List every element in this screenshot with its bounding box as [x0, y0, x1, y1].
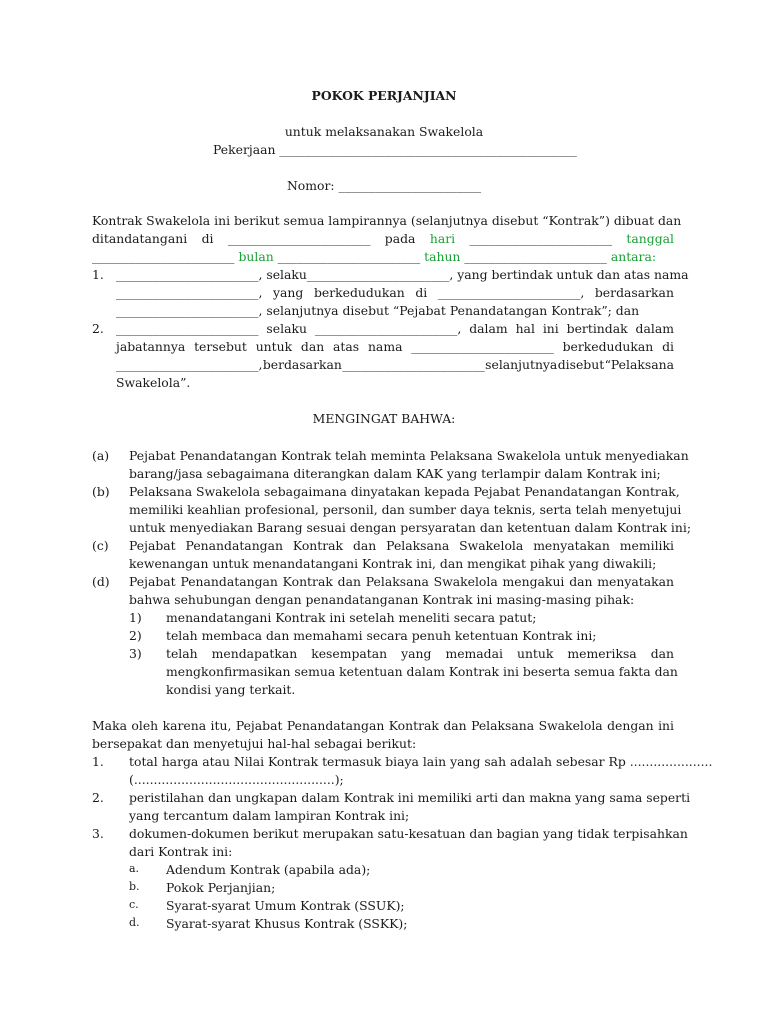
recital-d-sub-1-label: 1) [129, 610, 142, 625]
recital-a-line-2: barang/jasa sebagaimana diterangkan dalam KAK yang terlampir dalam Kontrak ini; [129, 466, 661, 481]
intro-word: di [201, 231, 214, 246]
intro-line-2 [92, 231, 674, 246]
party-2-word: selanjutnya [485, 357, 558, 372]
party-2-word: berkedudukan [562, 339, 654, 354]
party-2-word: selaku [266, 321, 307, 336]
document-a-text: Adendum Kontrak (apabila ada); [166, 862, 371, 877]
agreement-1-line-2: (...................................................); [129, 772, 344, 787]
party-1-text: _______________________, yang bertindak untuk dan atas nama [306, 267, 689, 282]
party-2-word: nama [367, 339, 403, 354]
intro-word-antara: antara: [610, 249, 657, 264]
nomor-line: Nomor: _______________________ [286, 178, 482, 193]
document-b-label: b. [129, 880, 140, 893]
party-2-word: _______________________ [116, 321, 259, 336]
document-d-text: Syarat-syarat Khusus Kontrak (SSKK); [166, 916, 408, 931]
party-2-word: jabatannya [116, 339, 186, 354]
recital-d-sub-3-label: 3) [129, 646, 142, 661]
intro-blank: _______________________ [464, 249, 607, 264]
document-title: POKOK PERJANJIAN [311, 88, 457, 103]
recital-a-line-1: Pejabat Penandatangan Kontrak telah meminta Pelaksana Swakelola untuk menyediakan [129, 448, 689, 463]
party-2-line-4: Swakelola”. [116, 375, 191, 390]
agreement-2-line-2: yang tercantum dalam lampiran Kontrak ini; [129, 808, 410, 823]
party-2-word: ini [542, 321, 559, 336]
agreement-3-number: 3. [92, 826, 104, 841]
party-1-word: berdasarkan [594, 285, 674, 300]
recital-a-label: (a) [92, 448, 110, 463]
intro-word: pada [384, 231, 416, 246]
party-2-word: hal [515, 321, 535, 336]
intro-word-tanggal: tanggal [626, 231, 674, 246]
recital-b-line-1: Pelaksana Swakelola sebagaimana dinyatakan kepada Pejabat Penandatangan Kontrak, [129, 484, 680, 499]
pekerjaan-line: Pekerjaan ________________________________________________ [213, 142, 577, 157]
document-d-label: d. [129, 916, 140, 929]
recital-d-sub-3-line-2: mengkonfirmasikan semua ketentuan dalam Kontrak ini beserta semua fakta dan [166, 664, 678, 679]
recital-d-sub-2-label: 2) [129, 628, 142, 643]
party-1-word: _______________________, [116, 285, 263, 300]
party-2-word: _______________________, [116, 357, 263, 372]
party-1-word: di [415, 285, 428, 300]
party-1-line-3: _______________________, selanjutnya disebut “Pejabat Penandatangan Kontrak”; dan [116, 303, 640, 318]
party-1-word: yang [273, 285, 304, 300]
agreement-2-number: 2. [92, 790, 104, 805]
party-2-word: disebut [557, 357, 605, 372]
recital-d-sub-2-text: telah membaca dan memahami secara penuh ketentuan Kontrak ini; [166, 628, 597, 643]
party-2-line-1 [116, 321, 674, 336]
maka-line-1: Maka oleh karena itu, Pejabat Penandatangan Kontrak dan Pelaksana Swakelola dengan ini [92, 718, 674, 733]
intro-line-3 [92, 249, 656, 264]
party-1-text: _______________________, selaku [116, 267, 307, 282]
recital-d-sub-1-text: menandatangani Kontrak ini setelah meneliti secara patut; [166, 610, 537, 625]
intro-word-tahun: tahun [424, 249, 461, 264]
party-2-line-3 [116, 357, 674, 372]
document-b-text: Pokok Perjanjian; [166, 880, 276, 895]
section-heading-mengingat: MENGINGAT BAHWA: [312, 411, 456, 426]
party-2-number: 2. [92, 321, 104, 336]
party-2-word: _______________________, [314, 321, 462, 336]
recital-b-label: (b) [92, 484, 110, 499]
party-2-word: bertindak [566, 321, 628, 336]
intro-line-1: Kontrak Swakelola ini berikut semua lampirannya (selanjutnya disebut “Kontrak”) dibuat dan [92, 213, 682, 228]
recital-c-line-2: kewenangan untuk menandatangani Kontrak ini, dan mengikat pihak yang diwakili; [129, 556, 657, 571]
agreement-2-line-1: peristilahan dan ungkapan dalam Kontrak ini memiliki arti dan makna yang sama seperti [129, 790, 691, 805]
agreement-3-line-1: dokumen-dokumen berikut merupakan satu-kesatuan dan bagian yang tidak terpisahkan [129, 826, 688, 841]
party-2-word: di [662, 339, 674, 354]
party-1-line-1 [116, 267, 689, 282]
party-1-word: _______________________, [437, 285, 585, 300]
maka-line-2: bersepakat dan menyetujui hal-hal sebagai berikut: [92, 736, 417, 751]
intro-word-hari: hari [429, 231, 456, 246]
party-2-word: dalam [635, 321, 674, 336]
document-c-label: c. [129, 898, 139, 911]
recital-d-label: (d) [92, 574, 110, 589]
intro-word: ditandatangani [92, 231, 188, 246]
agreement-1-number: 1. [92, 754, 104, 769]
party-2-word: _______________________ [342, 357, 485, 372]
recital-c-line-1: Pejabat Penandatangan Kontrak dan Pelaksana Swakelola menyatakan memiliki [129, 538, 674, 553]
party-2-word: tersebut [194, 339, 247, 354]
intro-word-bulan: bulan [238, 249, 274, 264]
party-2-line-2 [116, 339, 674, 354]
party-2-word: atas [333, 339, 360, 354]
agreement-3-line-2: dari Kontrak ini: [129, 844, 233, 859]
recital-d-line-1: Pejabat Penandatangan Kontrak dan Pelaksana Swakelola mengakui dan menyatakan [129, 574, 674, 589]
intro-blank: _______________________ [227, 231, 371, 246]
recital-b-line-2: memiliki keahlian profesional, personil, dan sumber daya teknis, serta telah menyetujui [129, 502, 682, 517]
recital-d-sub-3-line-1: telah mendapatkan kesempatan yang memadai untuk memeriksa dan [166, 646, 674, 661]
party-2-word: dan [300, 339, 325, 354]
party-1-number: 1. [92, 267, 104, 282]
document-c-text: Syarat-syarat Umum Kontrak (SSUK); [166, 898, 405, 913]
party-2-word: dalam [469, 321, 508, 336]
document-subtitle: untuk melaksanakan Swakelola [284, 124, 484, 139]
document-a-label: a. [129, 862, 140, 875]
party-1-line-2 [116, 285, 674, 300]
recital-d-sub-3-line-3: kondisi yang terkait. [166, 682, 296, 697]
party-2-word: untuk [255, 339, 293, 354]
party-2-word: _______________________ [411, 339, 554, 354]
intro-blank: _______________________ [469, 231, 613, 246]
party-1-word: berkedudukan [313, 285, 405, 300]
recital-d-line-2: bahwa sehubungan dengan penandatanganan Kontrak ini masing-masing pihak: [129, 592, 635, 607]
recital-b-line-3: untuk menyediakan Barang sesuai dengan persyaratan dan ketentuan dalam Kontrak ini; [129, 520, 692, 535]
agreement-1-line-1: total harga atau Nilai Kontrak termasuk biaya lain yang sah adalah sebesar Rp ..................... [129, 754, 713, 769]
intro-blank: _______________________ [92, 249, 235, 264]
party-2-word: berdasarkan [262, 357, 342, 372]
recital-c-label: (c) [92, 538, 109, 553]
party-2-word: “Pelaksana [604, 357, 674, 372]
intro-blank: _______________________ [277, 249, 421, 264]
